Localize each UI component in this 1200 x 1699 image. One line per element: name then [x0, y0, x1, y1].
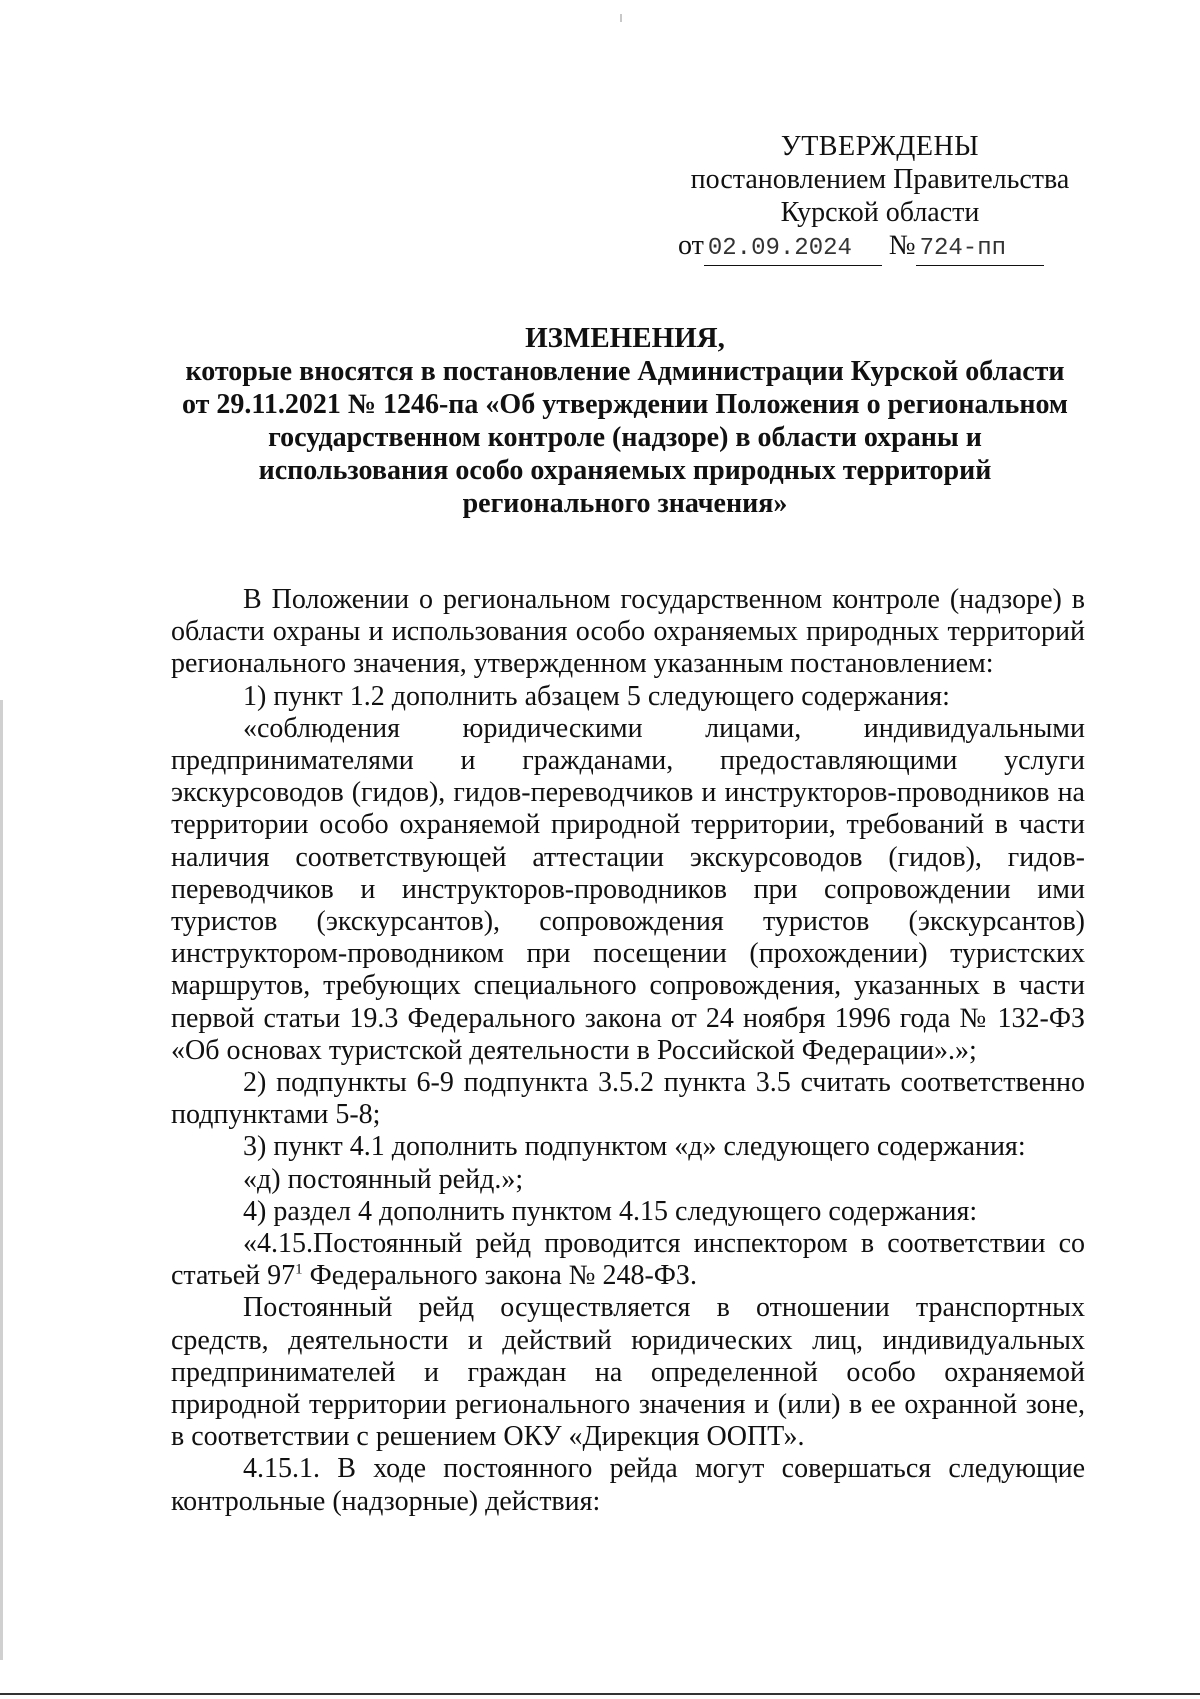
approval-date: 02.09.2024 [704, 232, 882, 266]
paragraph: 1) пункт 1.2 дополнить абзацем 5 следующего содержания: [243, 680, 950, 712]
scan-artifact [620, 14, 622, 22]
approval-number: 724-пп [916, 232, 1044, 266]
number-prefix: № [888, 230, 916, 261]
approval-date-row [660, 229, 1100, 266]
document-title: ИЗМЕНЕНИЯ, [525, 322, 725, 354]
approval-line-2: постановлением Правительства [690, 164, 1070, 195]
document-body [171, 584, 1085, 1518]
paragraph: 4) раздел 4 дополнить пунктом 4.15 следующего содержания: [243, 1195, 978, 1227]
scan-edge [0, 700, 3, 1660]
paragraph: «д) постоянный рейд.»; [243, 1163, 524, 1195]
paragraph: Постоянный рейд осуществляется в отношении транспортных средств, деятельности и действий юридических лиц, индивидуальных предпринимателей и граждан на определенной особо охраняемой природной территории регионального значения и (или) в ее охранной зоне, в соответствии с решением ОКУ «Дирекция ООПТ». [171, 1292, 1085, 1453]
paragraph: «соблюдения юридическими лицами, индивидуальными предпринимателями и гражданами, предоставляющими услуги экскурсоводов (гидов), гидов-переводчиков и инструкторов-проводников на территории особо охраняемой природной территории, требований в части наличия соответствующей аттестации экскурсоводов (гидов), гидов-переводчиков и инструкторов-проводников при сопровождении ими туристов (экскурсантов), сопровождения туристов (экскурсантов) инструктором-проводником при посещении (прохождении) туристских маршрутов, требующих специального сопровождения, указанных в части первой статьи 19.3 Федерального закона от 24 ноября 1996 года № 132-ФЗ «Об основах туристской деятельности в Российской Федерации».»; [171, 712, 1085, 1066]
paragraph: 3) пункт 4.1 дополнить подпунктом «д» следующего содержания: [243, 1131, 1026, 1163]
scan-edge-bottom [0, 1693, 1200, 1695]
paragraph-text: Федерального закона № 248-ФЗ. [302, 1260, 697, 1292]
paragraph: В Положении о региональном государственном контроле (надзоре) в области охраны и использования особо охраняемых природных территорий регионального значения, утвержденном указанным постановлением: [171, 584, 1085, 680]
superscript: 1 [295, 1261, 303, 1278]
paragraph-text: «4.15.Постоянный рейд проводится инспектором в соответствии со статьей 97 [171, 1228, 1085, 1292]
paragraph: 4.15.1. В ходе постоянного рейда могут совершаться следующие контрольные (надзорные) действия: [171, 1453, 1085, 1517]
approval-title: УТВЕРЖДЕНЫ [780, 131, 980, 162]
date-prefix: от [678, 230, 704, 261]
document-heading [170, 322, 1080, 520]
document-subtitle: которые вносятся в постановление Администрации Курской области от 29.11.2021 № 1246-па «Об утверждении Положения о региональном государственном контроле (надзоре) в области охраны и использования особо охраняемых природных территорий регионального значения» [182, 356, 1068, 519]
approval-block [660, 130, 1100, 266]
paragraph: 2) подпункты 6-9 подпункта 3.5.2 пункта 3.5 считать соответственно подпунктами 5-8; [171, 1067, 1085, 1131]
paragraph [171, 1228, 1085, 1292]
approval-line-3: Курской области [780, 197, 980, 228]
